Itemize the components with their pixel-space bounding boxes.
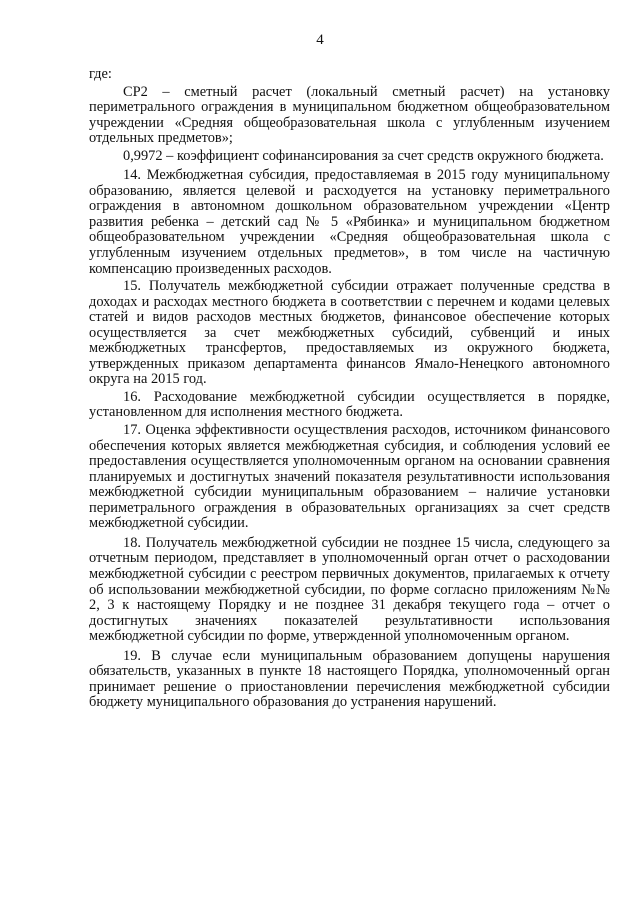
clause-15: 15. Получатель межбюджетной субсидии отражает полученные средства в доходах и расходах местного бюджета в соответствии с перечнем и кодами целевых статей и видов расходов местных бюджетов, финансовое обеспечение которых осуществляется за счет межбюджетных субсидий, субвенций и иных межбюджетных трансфертов, предоставляемых из окружного бюджета, утвержденных приказом департамента финансов Ямало-Ненецкого автономного округа на 2015 год.: [89, 278, 610, 388]
page-number: 4: [316, 32, 324, 48]
clause-16: 16. Расходование межбюджетной субсидии осуществляется в порядке, установленном для исполнения местного бюджета.: [89, 388, 610, 421]
clause-19: 19. В случае если муниципальным образованием допущены нарушения обязательств, указанных в пункте 18 настоящего Порядка, уполномоченный орган принимает решение о приостановлении перечисления межбюджетной субсидии бюджету муниципального образования до устранения нарушений.: [89, 647, 610, 711]
definition-sr2: СР2 – сметный расчет (локальный сметный расчет) на установку периметрального ограждения в муниципальном бюджетном общеобразовательном учреждении «Средняя общеобразовательная школа с углубленным изучением отдельных предметов»;: [89, 83, 610, 147]
definition-coefficient: 0,9972 – коэффициент софинансирования за счет средств окружного бюджета.: [123, 147, 604, 164]
intro-where: где:: [89, 66, 112, 82]
document-body: [89, 67, 610, 713]
clause-17: 17. Оценка эффективности осуществления расходов, источником финансового обеспечения которых является межбюджетная субсидия, и соблюдения условий ее предоставления осуществляется уполномоченным органом на основании сравнения планируемых и достигнутых значений показателя результативности использования межбюджетной субсидии муниципальным образованием – наличие установки периметрального ограждения в образовательных организациях за счет средств межбюджетной субсидии.: [89, 422, 610, 532]
clause-14: 14. Межбюджетная субсидия, предоставляемая в 2015 году муниципальному образованию, является целевой и расходуется на установку периметрального ограждения в автономном дошкольном образовательном учреждении «Центр развития ребенка – детский сад № 5 «Рябинка» и муниципальном бюджетном общеобразовательном учреждении «Средняя общеобразовательная школа с углубленным изучением отдельных предметов», в том числе на частичную компенсацию произведенных расходов.: [89, 167, 610, 277]
clause-18: 18. Получатель межбюджетной субсидии не позднее 15 числа, следующего за отчетным периодом, представляет в уполномоченный орган отчет о расходовании межбюджетной субсидии с реестром первичных документов, прилагаемых к отчету об использовании межбюджетной субсидии, по форме согласно приложениям №№ 2, 3 к настоящему Порядку и не позднее 31 декабря текущего года – отчет о достигнутых значениях показателей результативности использования межбюджетной субсидии по форме, утвержденной уполномоченным органом.: [89, 534, 610, 645]
